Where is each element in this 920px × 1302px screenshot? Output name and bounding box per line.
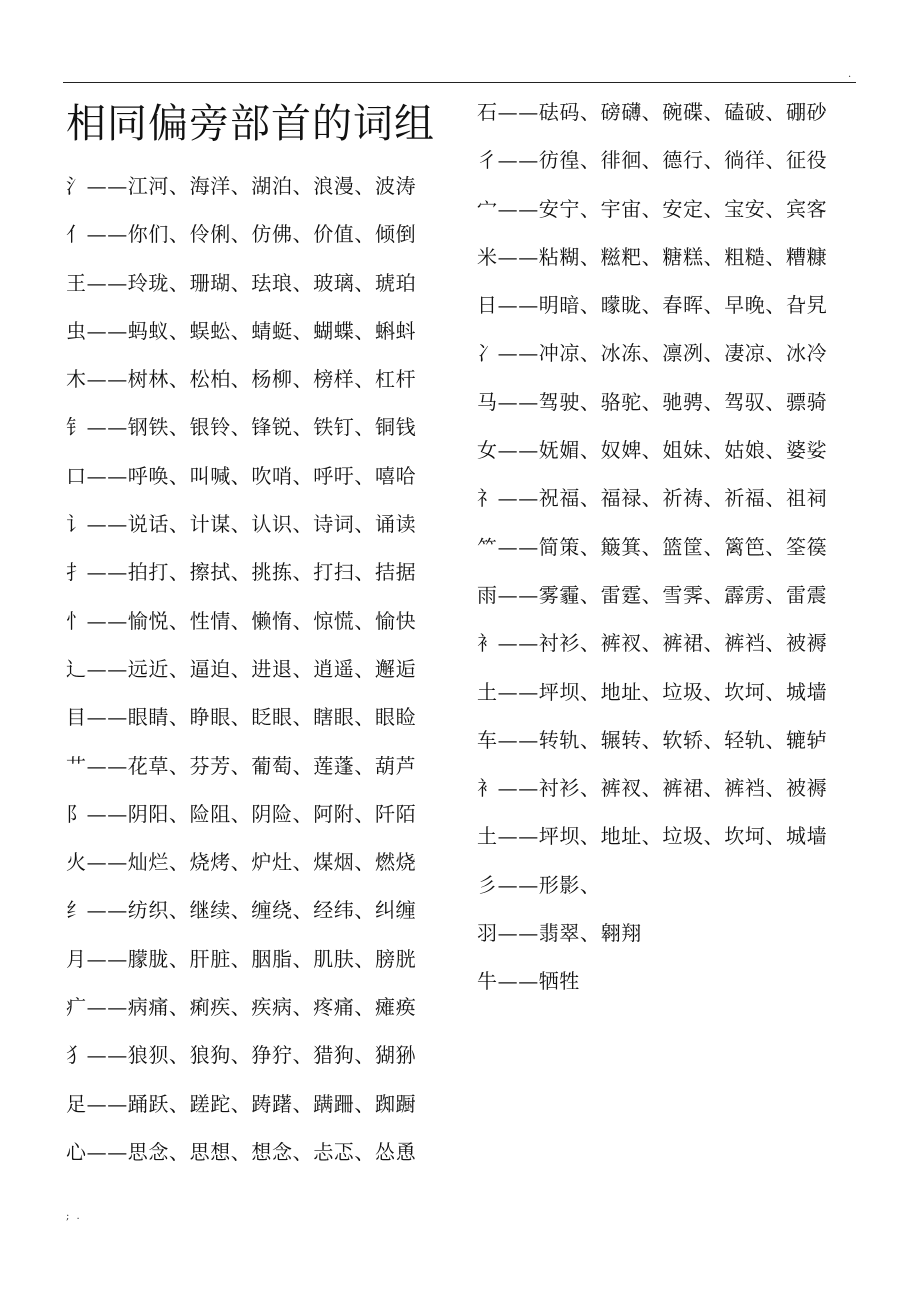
page-title: 相同偏旁部首的词组	[66, 101, 435, 147]
radical-entry: 虫——蚂蚁、蜈蚣、蜻蜓、蝴蝶、蝌蚪	[66, 318, 417, 343]
radical-entry: 木——树林、松柏、杨柳、榜样、杠杆	[66, 367, 417, 392]
left-column-list	[66, 162, 416, 1176]
radical-entry: 米——粘糊、糍粑、糖糕、粗糙、糟糠	[477, 244, 828, 269]
radical-entry: 衤——衬衫、裤衩、裤裙、裤裆、被褥	[477, 776, 828, 801]
radical-entry: 足——踊跃、蹉跎、踌躇、蹒跚、踟蹰	[66, 1091, 417, 1116]
radical-entry: 车——转轨、辗转、软轿、轻轨、辘轳	[477, 727, 828, 752]
radical-entry: 土——坪坝、地址、垃圾、坎坷、城墙	[477, 679, 828, 704]
radical-entry: 石——砝码、磅礴、碗碟、磕破、硼砂	[477, 100, 828, 124]
radical-entry: 彡——形影、	[477, 872, 601, 897]
radical-entry: 疒——病痛、痢疾、疾病、疼痛、瘫痪	[66, 995, 417, 1020]
radical-entry: 火——灿烂、烧烤、炉灶、煤烟、燃烧	[66, 850, 417, 875]
radical-entry: 扌——拍打、擦拭、挑拣、打扫、拮据	[66, 560, 417, 585]
radical-entry: 冫——冲凉、冰冻、凛冽、凄凉、冰冷	[477, 341, 828, 366]
radical-entry: 土——坪坝、地址、垃圾、坎坷、城墙	[477, 824, 828, 849]
radical-entry: 辶——远近、逼迫、进退、逍遥、邂逅	[66, 656, 417, 681]
radical-entry: 雨——雾霾、雷霆、雪霁、霹雳、雷震	[477, 582, 828, 607]
radical-entry: 讠——说话、计谋、认识、诗词、诵读	[66, 512, 417, 537]
radical-entry: 彳——彷徨、徘徊、德行、徜徉、征役	[477, 148, 828, 173]
radical-entry: 羽——翡翠、翱翔	[477, 921, 642, 946]
header-rule	[63, 82, 856, 83]
radical-entry: 亻——你们、伶俐、仿佛、价值、倾倒	[66, 222, 417, 247]
radical-entry: 王——玲珑、珊瑚、珐琅、玻璃、琥珀	[66, 270, 417, 295]
header-corner-mark: .	[848, 69, 852, 80]
radical-entry: 氵——江河、海洋、湖泊、浪漫、波涛	[66, 174, 417, 198]
radical-entry: 礻——祝福、福禄、祈祷、祈福、祖祠	[477, 486, 828, 511]
radical-entry: 牛——牺牲	[477, 969, 580, 994]
radical-entry: 钅——钢铁、银铃、锋锐、铁钉、铜钱	[66, 415, 417, 440]
radical-entry: 日——明暗、曚昽、春晖、早晚、旮旯	[477, 293, 828, 318]
radical-entry: 心——思念、思想、想念、忐忑、怂恿	[66, 1139, 417, 1164]
radical-entry: 忄——愉悦、性情、懒惰、惊慌、愉快	[66, 608, 417, 633]
radical-entry: 宀——安宁、宇宙、安定、宝安、宾客	[477, 196, 828, 221]
right-column-list	[477, 88, 827, 1006]
radical-entry: 口——呼唤、叫喊、吹哨、呼吁、嘻哈	[66, 463, 417, 488]
radical-entry: 女——妩媚、奴婢、姐妹、姑娘、婆娑	[477, 438, 828, 463]
radical-entry: 艹——花草、芬芳、葡萄、莲蓬、葫芦	[66, 753, 417, 778]
radical-entry: 犭——狼狈、狼狗、狰狞、猎狗、猢狲	[66, 1043, 417, 1068]
footer-mark: ; .	[66, 1211, 82, 1222]
radical-entry: 月——朦胧、肝脏、胭脂、肌肤、膀胱	[66, 946, 417, 971]
radical-entry: ⺮——简策、簸箕、篮筐、篱笆、筌篌	[477, 534, 828, 559]
radical-entry: 目——眼睛、睁眼、眨眼、瞎眼、眼睑	[66, 705, 417, 730]
radical-entry: 衤——衬衫、裤衩、裤裙、裤裆、被褥	[477, 631, 828, 656]
radical-entry: 马——驾驶、骆驼、驰骋、驾驭、骠骑	[477, 389, 828, 414]
radical-entry: 阝——阴阳、险阻、阴险、阿附、阡陌	[66, 801, 417, 826]
radical-entry: 纟——纺织、继续、缠绕、经纬、纠缠	[66, 898, 417, 923]
